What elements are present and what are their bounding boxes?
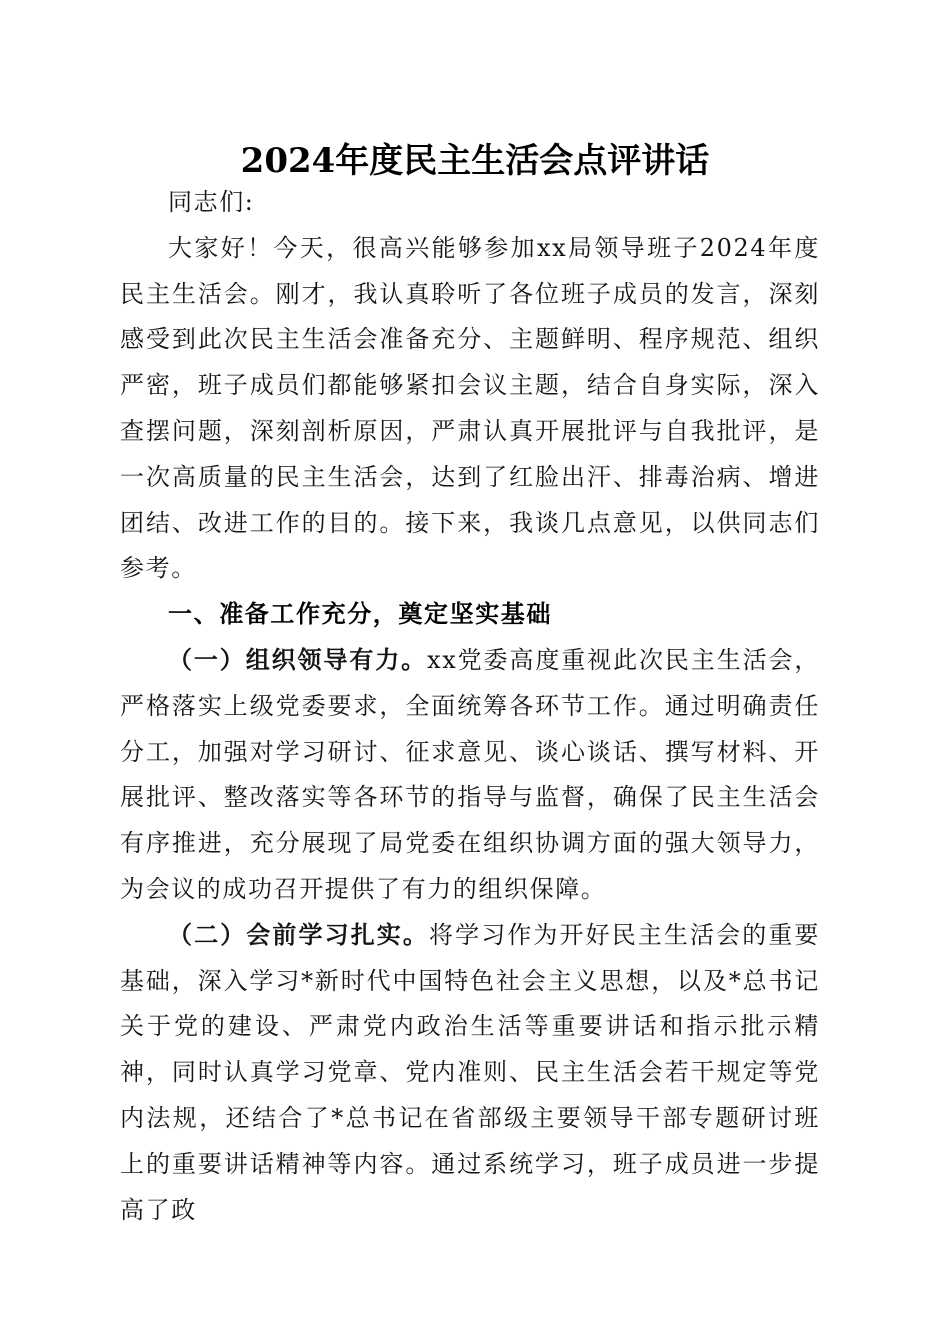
salutation: 同志们: [168,188,255,216]
intro-paragraph: 大家好！今天，很高兴能够参加xx局领导班子2024年度民主生活会。刚才，我认真聆听了各位班子成员的发言，深刻感受到此次民主生活会准备充分、主题鲜明、程序规范、组织严密，班子成员们都能够紧扣会议主题，结合自身实际，深入查摆问题，深刻剖析原因，严肃认真开展批评与自我批评，是一次高质量的民主生活会，达到了红脸出汗、排毒治病、增进团结、改进工作的目的。接下来，我谈几点意见，以供同志们参考。 [120,233,820,583]
item-2-label: （二）会前学习扎实。 [168,920,429,949]
document-body [120,180,820,1233]
item-2-text: 将学习作为开好民主生活会的重要基础，深入学习*新时代中国特色社会主义思想，以及*总书记关于党的建设、严肃党内政治生活等重要讲话和指示批示精神，同时认真学习党章、党内准则、民主生活会若干规定等党内法规，还结合了*总书记在省部级主要领导干部专题研讨班上的重要讲话精神等内容。通过系统学习，班子成员进一步提高了政 [120,920,820,1224]
section-1-item-2 [120,913,820,1234]
document-title: 2024年度民主生活会点评讲话 [240,141,710,181]
section-1-item-1 [120,638,820,913]
section-1-heading: 一、准备工作充分，奠定坚实基础 [168,600,552,629]
item-1-text: xx党委高度重视此次民主生活会，严格落实上级党委要求，全面统筹各环节工作。通过明确责任分工，加强对学习研讨、征求意见、谈心谈话、撰写材料、开展批评、整改落实等各环节的指导与监督，确保了民主生活会有序推进，充分展现了局党委在组织协调方面的强大领导力，为会议的成功召开提供了有力的组织保障。 [120,645,821,903]
item-1-label: （一）组织领导有力。 [168,645,428,674]
